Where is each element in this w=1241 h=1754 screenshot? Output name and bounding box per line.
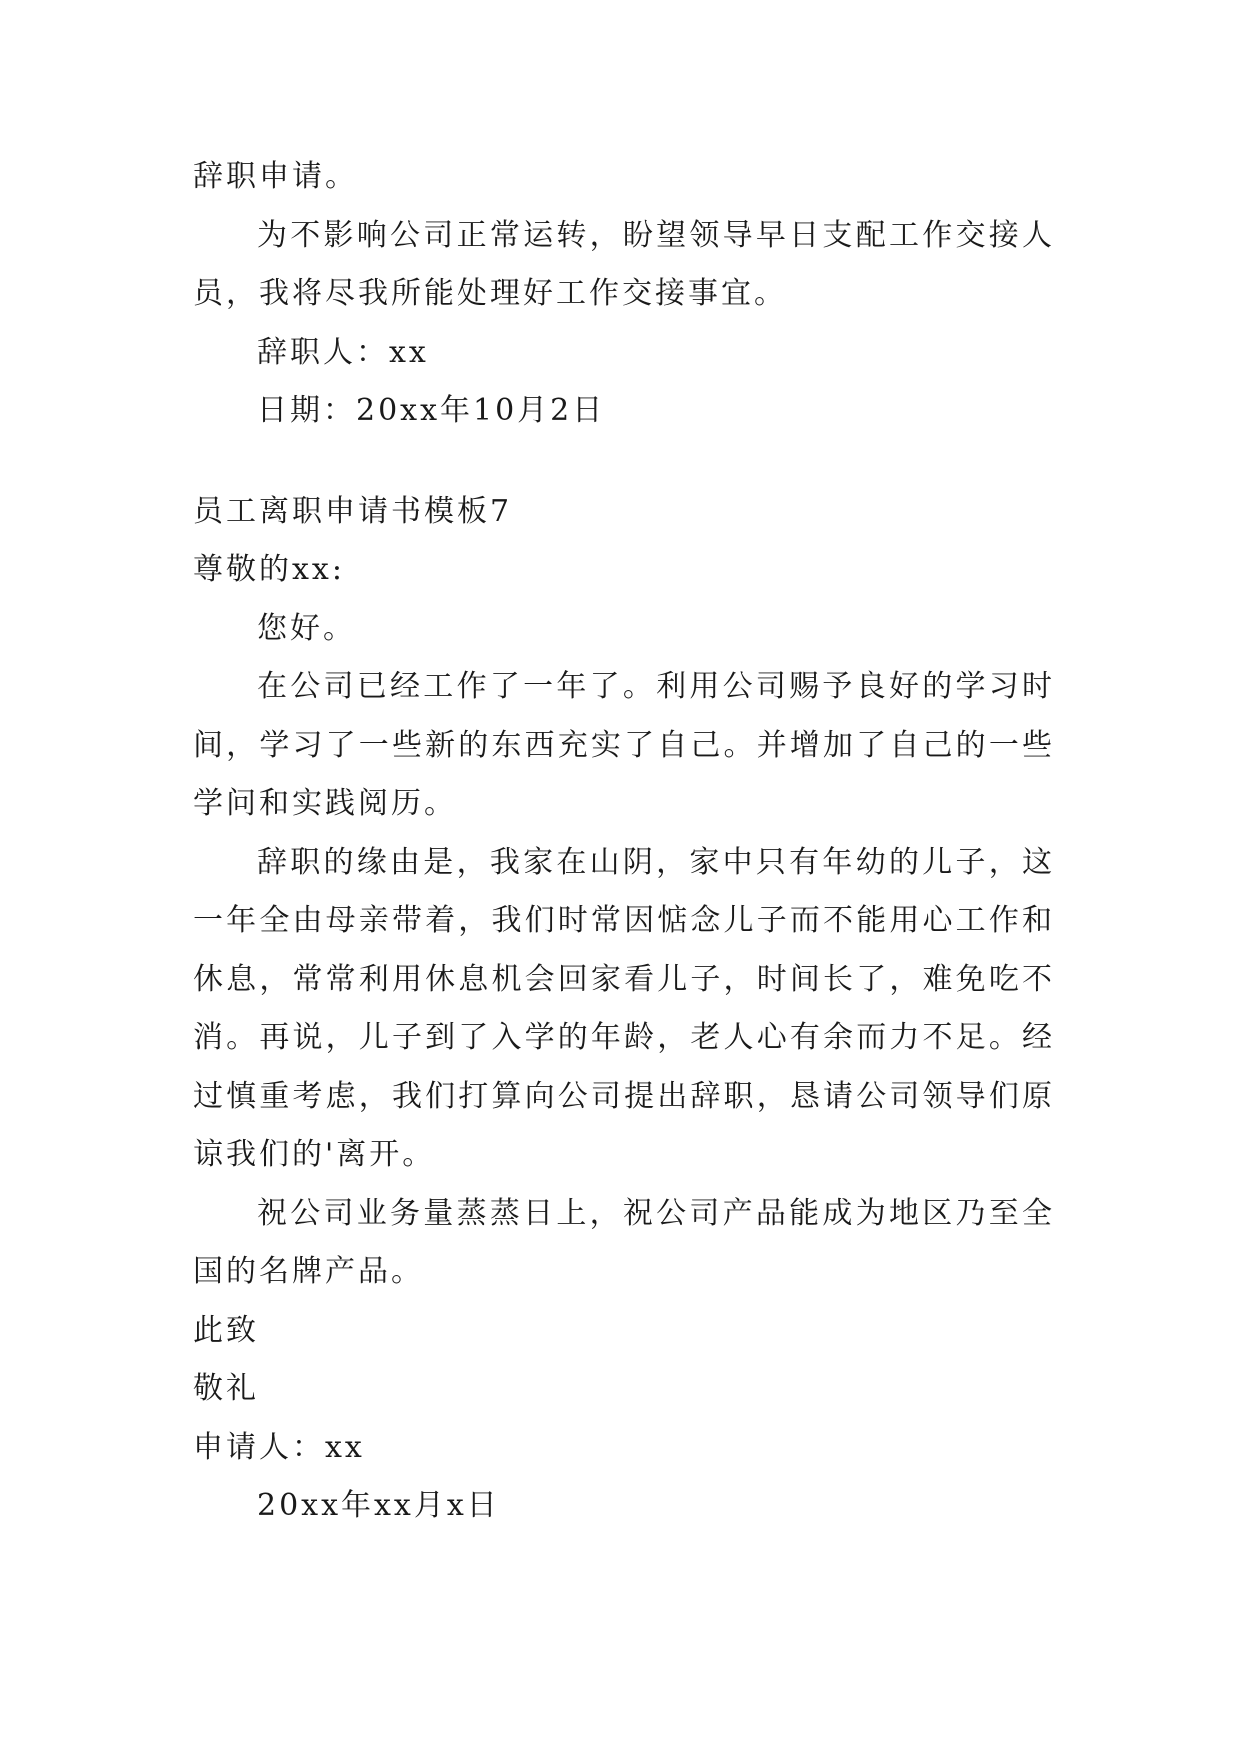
section-title: 员工离职申请书模板7 [193,493,513,529]
signer-line: 辞职人：xx [257,334,429,370]
closing-1: 此致 [193,1312,259,1348]
closing-2: 敬礼 [193,1371,259,1406]
applicant-line: 申请人：xx [193,1429,365,1465]
paragraph-experience: 在公司已经工作了一年了。利用公司赐予良好的学习时间，学习了一些新的东西充实了自己。并增加了自己的一些学问和实践阅历。 [193,669,1055,821]
greeting: 您好。 [257,610,356,646]
date-line: 日期：20xx年10月2日 [257,393,606,428]
continued-line: 辞职申请。 [193,159,358,194]
paragraph-wishes: 祝公司业务量蒸蒸日上，祝公司产品能成为地区乃至全国的名牌产品。 [193,1195,1055,1289]
paragraph-reason: 辞职的缘由是，我家在山阴，家中只有年幼的儿子，这一年全由母亲带着，我们时常因惦念儿子而不能用心工作和休息，常常利用休息机会回家看儿子，时间长了，难免吃不消。再说，儿子到了入学的年龄，老人心有余而力不足。经过慎重考虑，我们打算向公司提出辞职，恳请公司领导们原谅我们的'离开。 [193,844,1055,1172]
paragraph-handover: 为不影响公司正常运转，盼望领导早日支配工作交接人员，我将尽我所能处理好工作交接事宜。 [193,217,1055,311]
final-date-line: 20xx年xx月x日 [257,1488,500,1523]
section-gap [193,441,1055,483]
document-page [193,148,1055,1536]
salutation: 尊敬的xx: [193,552,345,587]
